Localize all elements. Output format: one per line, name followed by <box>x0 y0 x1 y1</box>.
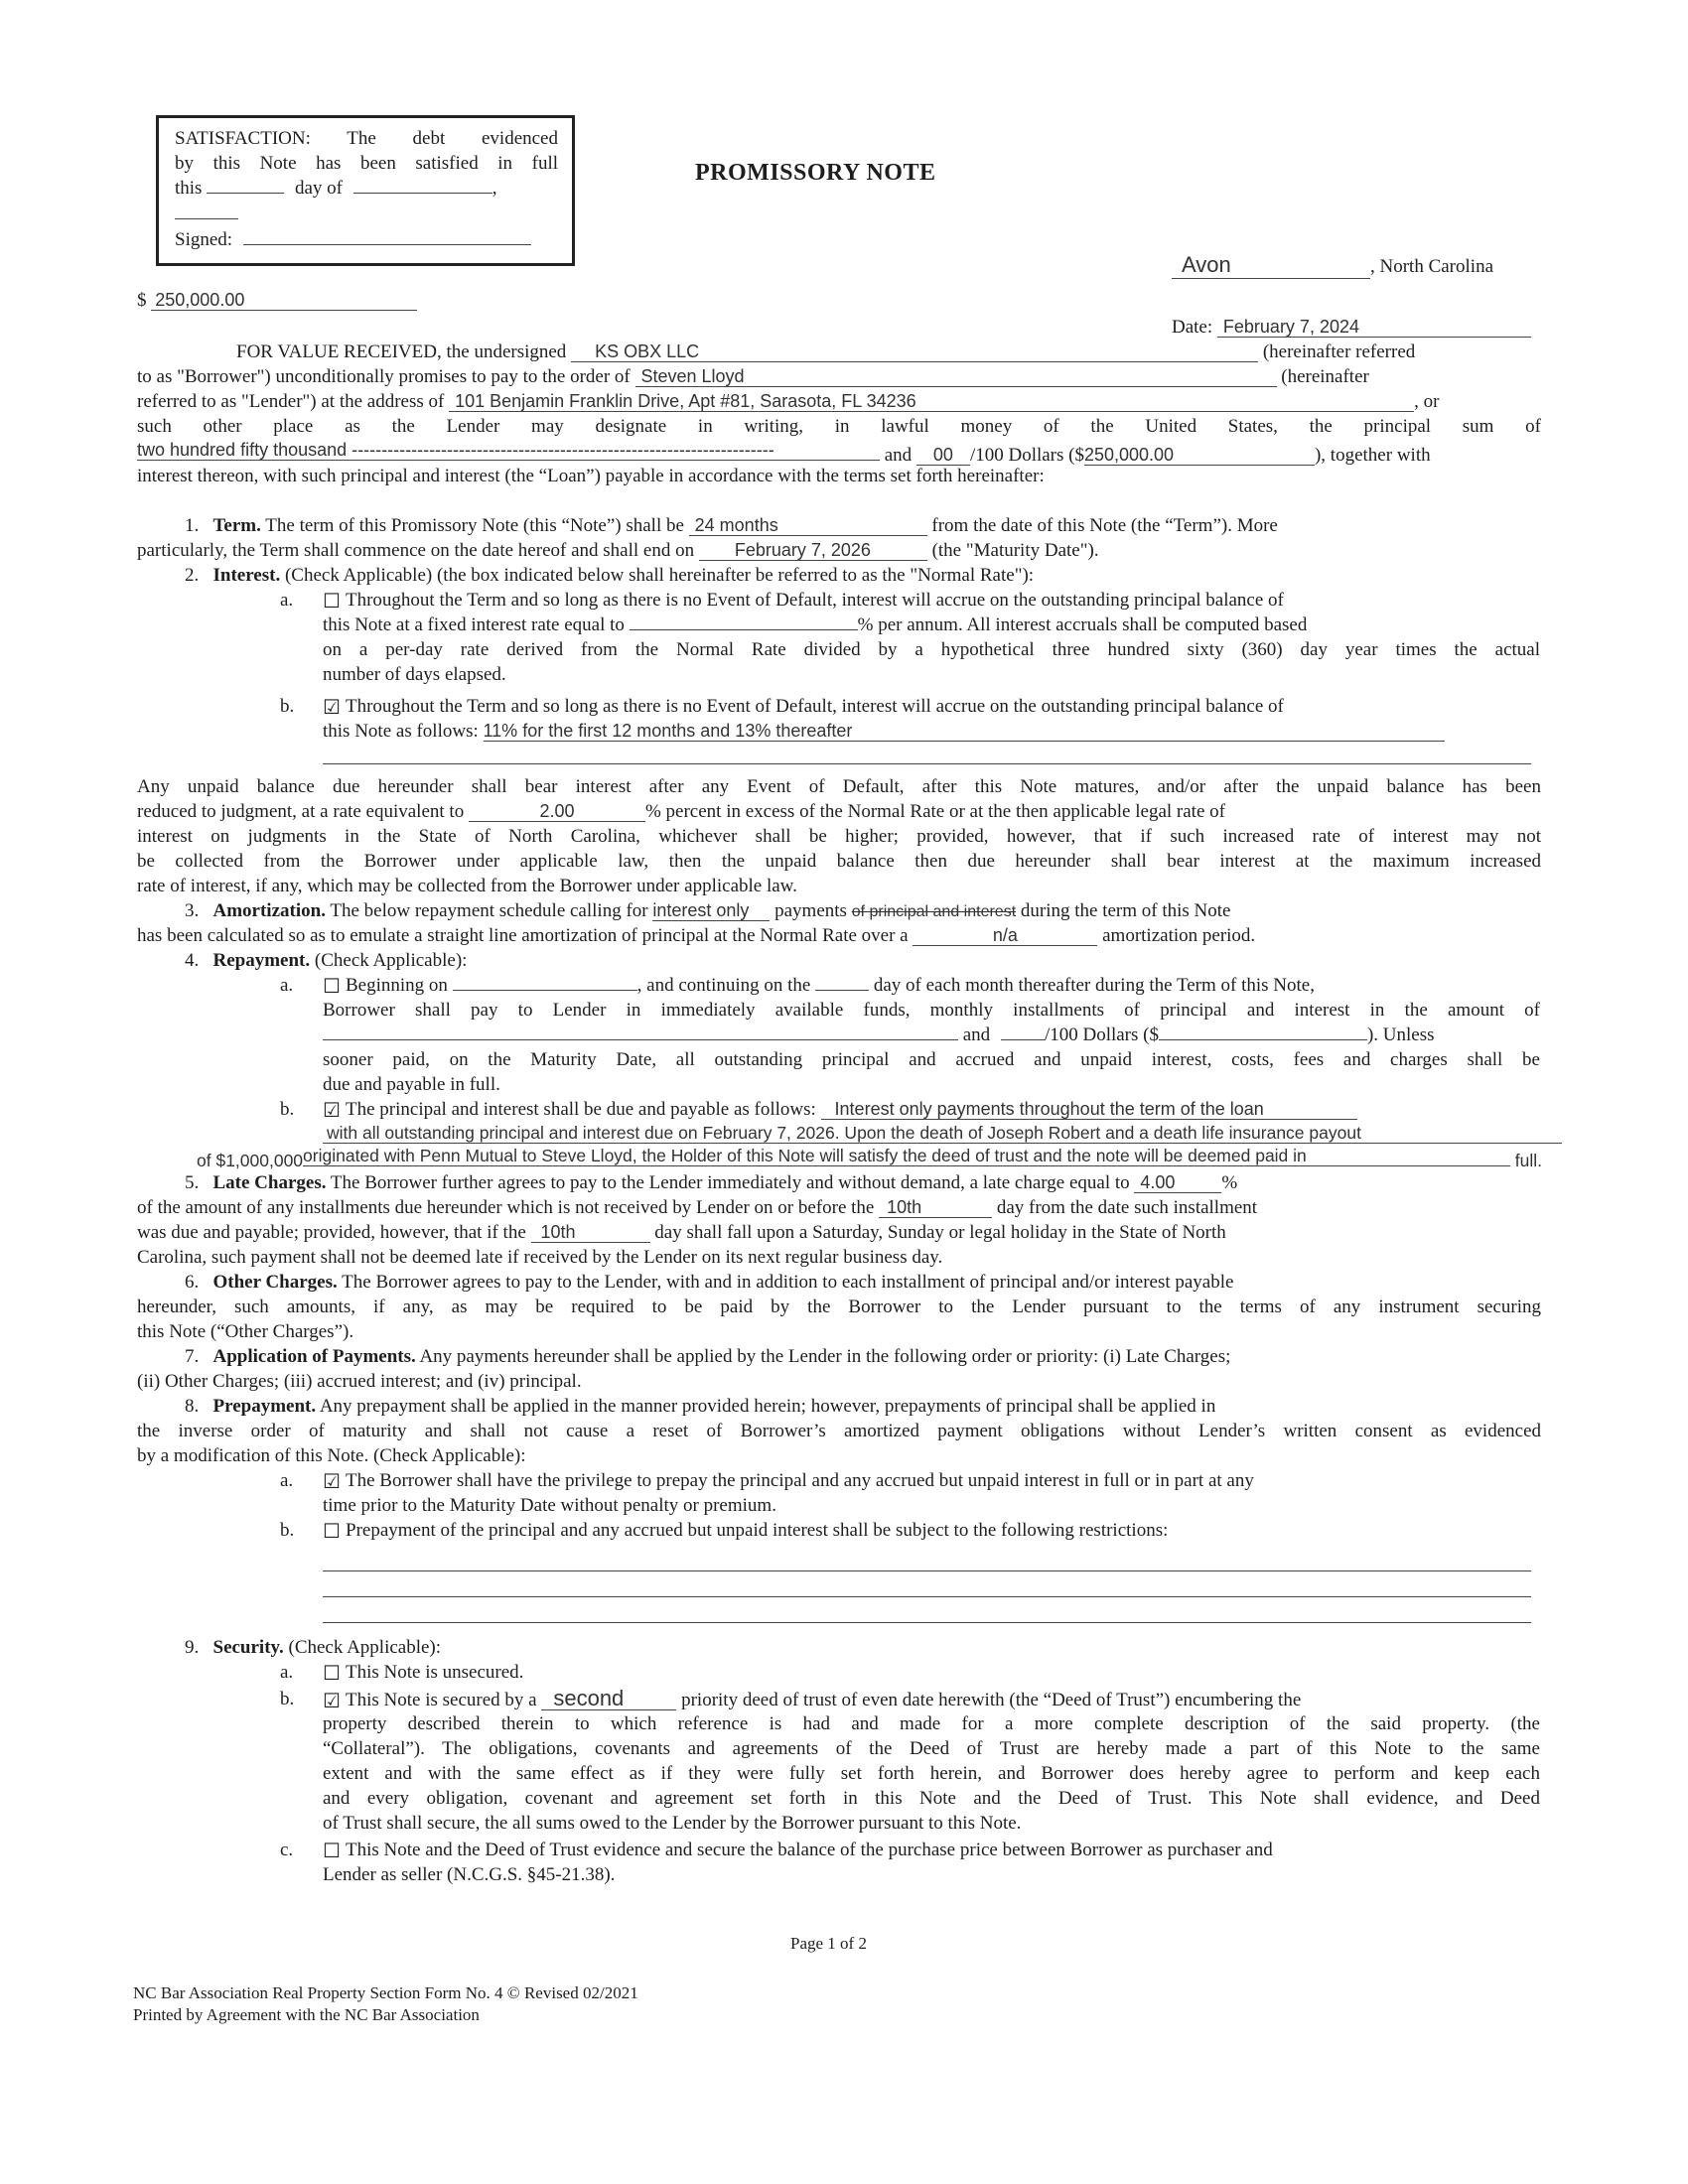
interest-variable-checkbox[interactable]: ☑ <box>323 695 341 719</box>
repayment-a-line-2: Borrower shall pay to Lender in immediately available funds, monthly installments of principal and interest in the amount of <box>323 1000 1540 1021</box>
security-c-letter: c. <box>280 1840 294 1860</box>
security-b-line-2: property described therein to which reference is had and made for a more complete description of the said property. (the <box>323 1713 1540 1734</box>
repayment-terms-field-2[interactable]: with all outstanding principal and interest due on February 7, 2026. Upon the death of Joseph Robert and a death life insurance payout <box>323 1123 1562 1144</box>
repayment-custom-checkbox[interactable]: ☑ <box>323 1098 341 1122</box>
repayment-a-letter: a. <box>280 975 294 996</box>
late-charges-line-2: of the amount of any installments due hereunder which is not received by Lender on or before the 10th day from the date such installment <box>137 1197 1258 1218</box>
priority-field[interactable]: second <box>541 1688 676 1710</box>
security-b-line-3: “Collateral”). The obligations, covenants and agreements of the Deed of Trust are hereby made a part of this Note to the same <box>323 1738 1540 1759</box>
repayment-words-blank[interactable] <box>323 1039 958 1040</box>
security-a-line: ☐ This Note is unsecured. <box>323 1661 524 1685</box>
repayment-b-line-3: of $1,000,000originated with Penn Mutual to Steve Lloyd, the Holder of this Note will satisfy the deed of trust and the note will be deemed paid in full. <box>197 1146 1543 1170</box>
amount-line: $ 250,000.00 <box>137 289 417 313</box>
principal-words-field[interactable]: two hundred fifty thousand ----------------------------------------------------------------------- <box>137 440 880 461</box>
default-line-2: reduced to judgment, at a rate equivalent to 2.00 % percent in excess of the Normal Rate or at the then applicable legal rate of <box>137 801 1225 822</box>
default-line-3: interest on judgments in the State of North Carolina, whichever shall be higher; provided, however, that if such increased rate of interest may not <box>137 826 1541 847</box>
security-c-line-2: Lender as seller (N.C.G.S. §45-21.38). <box>323 1864 616 1885</box>
term-field[interactable]: 24 months <box>689 515 927 536</box>
security-heading: 9. Security. (Check Applicable): <box>185 1637 442 1658</box>
lender-field[interactable]: Steven Lloyd <box>635 366 1277 387</box>
prepayment-b-line-1: ☐ Prepayment of the principal and any accrued but unpaid interest shall be subject to the following restrictions: <box>323 1519 1169 1543</box>
place-line: Avon , North Carolina <box>1172 252 1493 279</box>
late-day-field-2[interactable]: 10th <box>531 1222 650 1243</box>
term-line-1: 1. Term. The term of this Promissory Note (this “Note”) shall be 24 months from the date of this Note (the “Term”). More <box>185 515 1278 536</box>
printed-by: Printed by Agreement with the NC Bar Association <box>133 2005 480 2024</box>
repayment-a-line-4: sooner paid, on the Maturity Date, all outstanding principal and accrued and unpaid interest, costs, fees and charges shall be <box>323 1049 1540 1070</box>
amortization-line-2: has been calculated so as to emulate a straight line amortization of principal at the Normal Rate over a n/a amortization period. <box>137 925 1256 946</box>
document-title: PROMISSORY NOTE <box>695 160 936 186</box>
repayment-terms-field-1[interactable]: Interest only payments throughout the term of the loan <box>821 1099 1357 1120</box>
preamble-line-4: such other place as the Lender may designate in writing, in lawful money of the United States, the principal sum of <box>137 416 1541 437</box>
other-charges-line-3: this Note (“Other Charges”). <box>137 1321 354 1342</box>
interest-b-letter: b. <box>280 696 295 717</box>
place-field[interactable]: Avon <box>1172 252 1370 279</box>
security-a-letter: a. <box>280 1662 294 1683</box>
security-b-line-6: of Trust shall secure, the all sums owed to the Lender by the Borrower pursuant to this Note. <box>323 1813 1022 1834</box>
interest-a-line-1: ☐ Throughout the Term and so long as there is no Event of Default, interest will accrue on the outstanding principal balance of <box>323 589 1284 613</box>
borrower-field[interactable]: KS OBX LLC <box>571 341 1258 362</box>
interest-a-line-4: number of days elapsed. <box>323 664 506 685</box>
interest-terms-field[interactable]: 11% for the first 12 months and 13% thereafter <box>484 721 1445 742</box>
satisfaction-signed: Signed: <box>175 228 531 252</box>
satisfaction-year-blank[interactable] <box>175 218 238 219</box>
satisfaction-signature-blank[interactable] <box>243 244 531 245</box>
fixed-rate-blank[interactable] <box>630 629 858 630</box>
prepayment-a-line-1: ☑ The Borrower shall have the privilege to prepay the principal and any accrued but unpaid interest in full or in part at any <box>323 1469 1254 1493</box>
interest-b-line-2: this Note as follows: 11% for the first 12 months and 13% thereafter <box>323 720 1445 744</box>
term-line-2: particularly, the Term shall commence on the date hereof and shall end on February 7, 2026 (the "Maturity Date"). <box>137 540 1099 561</box>
preamble-line-1: FOR VALUE RECEIVED, the undersigned KS OBX LLC (hereinafter referred <box>236 341 1416 362</box>
interest-b-line-1: ☑ Throughout the Term and so long as there is no Event of Default, interest will accrue on the outstanding principal balance of <box>323 695 1284 719</box>
late-charges-line-4: Carolina, such payment shall not be deemed late if received by the Lender on its next regular business day. <box>137 1247 943 1268</box>
satisfaction-date-line: this day of , <box>175 178 497 199</box>
application-line-1: 7. Application of Payments. Any payments hereunder shall be applied by the Lender in the following order or priority: (i) Late Charges; <box>185 1346 1231 1367</box>
page-number: Page 1 of 2 <box>790 1934 867 1953</box>
security-b-letter: b. <box>280 1689 295 1709</box>
repayment-a-line-3: and /100 Dollars ($ ). Unless <box>323 1024 1435 1047</box>
satisfaction-line-1: SATISFACTION: The debt evidenced <box>175 128 558 149</box>
principal-amount-field[interactable]: 250,000.00 <box>1084 445 1315 466</box>
prepay-allowed-checkbox[interactable]: ☑ <box>323 1469 341 1493</box>
satisfaction-day-blank[interactable] <box>207 193 284 194</box>
repayment-terms-field-3[interactable]: originated with Penn Mutual to Steve Lloyd, the Holder of this Note will satisfy the deed of trust and the note will be deemed paid in <box>303 1146 1510 1166</box>
repayment-begin-blank[interactable] <box>453 990 637 991</box>
prepayment-line-3: by a modification of this Note. (Check Applicable): <box>137 1445 526 1466</box>
security-b-line-1: ☑ This Note is secured by a second priority deed of trust of even date herewith (the “Deed of Trust”) encumbering the <box>323 1686 1302 1712</box>
maturity-date-field[interactable]: February 7, 2026 <box>699 540 927 561</box>
prepayment-line-2: the inverse order of maturity and shall not cause a reset of Borrower’s amortized payment obligations without Lender’s written consent as evidenced <box>137 1421 1541 1441</box>
default-rate-field[interactable]: 2.00 <box>469 801 645 822</box>
preamble-line-5: two hundred fifty thousand ----------------------------------------------------------------------- and 00 /100 Dollars ($250,000.00 ), together with <box>137 440 1431 466</box>
interest-fixed-checkbox[interactable]: ☐ <box>323 589 341 613</box>
prepay-restricted-checkbox[interactable]: ☐ <box>323 1519 341 1543</box>
purchase-money-checkbox[interactable]: ☐ <box>323 1839 341 1862</box>
restrictions-blank-2[interactable] <box>323 1596 1531 1597</box>
repayment-b-line-1: ☑ The principal and interest shall be due and payable as follows: Interest only payments throughout the term of the loan <box>323 1098 1357 1122</box>
repayment-cents-blank[interactable] <box>1001 1039 1045 1040</box>
amortization-type-field[interactable]: interest only <box>652 900 770 921</box>
date-field[interactable]: February 7, 2024 <box>1217 317 1531 338</box>
interest-a-line-2: this Note at a fixed interest rate equal to % per annum. All interest accruals shall be computed based <box>323 614 1308 635</box>
repayment-a-line-1: ☐ Beginning on , and continuing on the day of each month thereafter during the Term of this Note, <box>323 974 1315 998</box>
security-b-line-4: extent and with the same effect as if they were fully set forth herein, and Borrower does hereby agree to perform and keep each <box>323 1763 1540 1784</box>
repayment-heading: 4. Repayment. (Check Applicable): <box>185 950 468 971</box>
late-day-field-1[interactable]: 10th <box>879 1197 992 1218</box>
interest-a-letter: a. <box>280 590 294 611</box>
principal-cents-field[interactable]: 00 <box>916 445 970 466</box>
repayment-b-line-2 <box>323 1122 1562 1146</box>
late-charges-line-1: 5. Late Charges. The Borrower further agrees to pay to the Lender immediately and without demand, a late charge equal to 4.00 % <box>185 1172 1238 1193</box>
prepayment-a-line-2: time prior to the Maturity Date without penalty or premium. <box>323 1495 776 1516</box>
repayment-a-line-5: due and payable in full. <box>323 1074 500 1095</box>
default-line-1: Any unpaid balance due hereunder shall bear interest after any Event of Default, after this Note matures, and/or after the unpaid balance has been <box>137 776 1541 797</box>
late-charges-line-3: was due and payable; provided, however, that if the 10th day shall fall upon a Saturday, Sunday or legal holiday in the State of North <box>137 1222 1226 1243</box>
interest-heading: 2. Interest. (Check Applicable) (the box indicated below shall hereinafter be referred to as the "Normal Rate"): <box>185 565 1035 586</box>
preamble-line-6: interest thereon, with such principal and interest (the “Loan”) payable in accordance with the terms set forth hereinafter: <box>137 466 1045 486</box>
prepayment-line-1: 8. Prepayment. Any prepayment shall be applied in the manner provided herein; however, prepayments of principal shall be applied in <box>185 1396 1216 1417</box>
repayment-amount-blank[interactable] <box>1159 1039 1367 1040</box>
late-charge-percent-field[interactable]: 4.00 <box>1134 1172 1221 1193</box>
amortization-line-1: 3. Amortization. The below repayment schedule calling for interest only payments of principal and interest during the term of this Note <box>185 900 1231 921</box>
amortization-period-field[interactable]: n/a <box>913 925 1097 946</box>
interest-a-line-3: on a per-day rate derived from the Normal Rate divided by a hypothetical three hundred sixty (360) day year times the actual <box>323 639 1540 660</box>
struck-text: of principal and interest <box>851 903 1017 920</box>
prepayment-b-letter: b. <box>280 1520 295 1541</box>
security-b-line-5: and every obligation, covenant and agreement set forth in this Note and the Deed of Trust. This Note shall evidence, and Deed <box>323 1788 1540 1809</box>
restrictions-blank-3[interactable] <box>323 1622 1531 1623</box>
secured-checkbox[interactable]: ☑ <box>323 1689 341 1712</box>
date-line: Date: February 7, 2024 <box>1172 316 1531 340</box>
application-line-2: (ii) Other Charges; (iii) accrued interest; and (iv) principal. <box>137 1371 582 1392</box>
prepayment-a-letter: a. <box>280 1470 294 1491</box>
lender-address-field[interactable]: 101 Benjamin Franklin Drive, Apt #81, Sarasota, FL 34236 <box>449 391 1414 412</box>
default-line-5: rate of interest, if any, which may be collected from the Borrower under applicable law. <box>137 876 797 896</box>
security-c-line-1: ☐ This Note and the Deed of Trust evidence and secure the balance of the purchase price between Borrower as purchaser and <box>323 1839 1273 1862</box>
satisfaction-month-blank[interactable] <box>353 193 492 194</box>
restrictions-blank-1[interactable] <box>323 1570 1531 1571</box>
interest-terms-blank-2[interactable] <box>323 763 1531 764</box>
default-line-4: be collected from the Borrower under applicable law, then the unpaid balance then due hereunder shall bear interest at the maximum increased <box>137 851 1541 872</box>
repayment-monthly-checkbox[interactable]: ☐ <box>323 974 341 998</box>
preamble-line-3: referred to as "Lender") at the address of 101 Benjamin Franklin Drive, Apt #81, Sarasota, FL 34236 , or <box>137 391 1440 412</box>
repayment-b-letter: b. <box>280 1099 295 1120</box>
other-charges-line-2: hereunder, such amounts, if any, as may be required to be paid by the Borrower to the Lender pursuant to the terms of any instrument securing <box>137 1297 1541 1317</box>
preamble-line-2: to as "Borrower") unconditionally promises to pay to the order of Steven Lloyd (hereinafter <box>137 366 1369 387</box>
repayment-day-blank[interactable] <box>815 990 869 991</box>
form-credit: NC Bar Association Real Property Section Form No. 4 © Revised 02/2021 <box>133 1983 638 2002</box>
satisfaction-line-2: by this Note has been satisfied in full <box>175 153 558 174</box>
amount-field[interactable]: 250,000.00 <box>151 290 417 311</box>
other-charges-line-1: 6. Other Charges. The Borrower agrees to pay to the Lender, with and in addition to each installment of principal and/or interest payable <box>185 1272 1234 1293</box>
unsecured-checkbox[interactable]: ☐ <box>323 1661 341 1685</box>
